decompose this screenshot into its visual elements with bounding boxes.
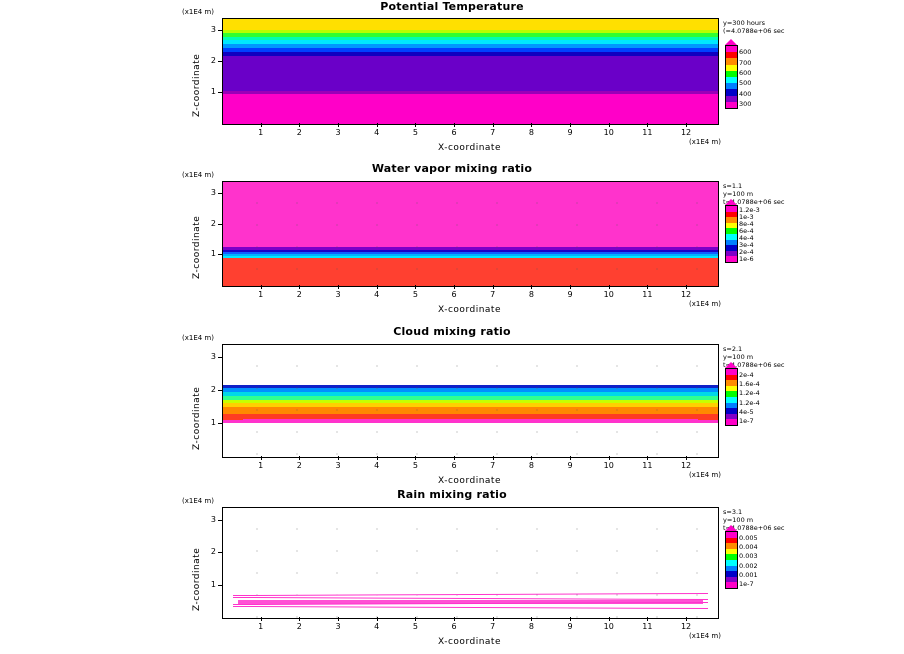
panel-annotation: (=4.0788e+06 sec <box>723 27 785 35</box>
y-tick-label: 3 <box>210 352 216 362</box>
x-tick-label: 7 <box>490 622 496 631</box>
colorbar-tick-label: 4e-5 <box>739 407 754 416</box>
x-tick-label: 6 <box>451 461 457 470</box>
y-axis-label: Z-coordinate <box>192 215 202 279</box>
x-tick <box>454 617 455 621</box>
panel-title: Rain mixing ratio <box>397 488 507 501</box>
colorbar-tick-label: 1.2e-3 <box>739 206 760 215</box>
y-tick-label: 2 <box>210 56 216 66</box>
x-tick <box>338 617 339 621</box>
x-tick <box>609 617 610 621</box>
colorbar-tick-label: 3e-4 <box>739 241 754 250</box>
x-tick-label: 8 <box>528 290 534 299</box>
x-tick-label: 3 <box>335 622 341 631</box>
x-tick-label: 6 <box>451 128 457 137</box>
panel-annotation: t=4.0788e+06 sec <box>723 524 785 532</box>
y-tick <box>218 585 222 586</box>
z-axis-unit: (x1E4 m) <box>182 497 214 505</box>
colorbar-tick-label: 700 <box>739 58 752 67</box>
x-tick <box>299 617 300 621</box>
x-tick-label: 8 <box>528 622 534 631</box>
x-tick-label: 2 <box>296 461 302 470</box>
x-tick <box>377 617 378 621</box>
colorbar-tick-label: 2e-4 <box>739 248 754 257</box>
z-axis-unit: (x1E4 m) <box>182 8 214 16</box>
x-tick-label: 10 <box>603 461 614 470</box>
colorbar-tick-label: 600 <box>739 68 752 77</box>
x-axis-label: X-coordinate <box>438 305 501 315</box>
x-tick-label: 2 <box>296 622 302 631</box>
x-tick-label: 4 <box>374 290 380 299</box>
x-tick-label: 11 <box>642 290 653 299</box>
x-axis-label: X-coordinate <box>438 637 501 647</box>
panel-annotation: t=4.0788e+06 sec <box>723 198 785 206</box>
x-tick-label: 11 <box>642 128 653 137</box>
x-tick-label: 7 <box>490 461 496 470</box>
x-tick-label: 4 <box>374 622 380 631</box>
x-tick-label: 9 <box>567 128 573 137</box>
x-tick <box>493 617 494 621</box>
panel-annotation: y=100 m <box>723 190 754 198</box>
x-tick-label: 5 <box>412 461 418 470</box>
y-tick-label: 3 <box>210 25 216 35</box>
x-tick-label: 1 <box>258 622 264 631</box>
x-tick-label: 12 <box>680 622 692 631</box>
colorbar-tick-label: 0.005 <box>739 533 758 542</box>
colorbar-tick-label: 1e-3 <box>739 213 754 222</box>
panel-annotation: y=100 m <box>723 353 754 361</box>
colorbar-tick-label: 1.2e-4 <box>739 398 760 407</box>
x-tick <box>415 617 416 621</box>
x-tick-label: 5 <box>412 128 418 137</box>
x-axis-unit: (x1E4 m) <box>689 632 721 640</box>
colorbar-tick-label: 1.6e-4 <box>739 379 760 388</box>
x-tick-label: 2 <box>296 128 302 137</box>
panel-title: Potential Temperature <box>380 0 524 13</box>
x-tick-label: 9 <box>567 622 573 631</box>
x-tick-label: 12 <box>680 461 692 470</box>
colorbar-tick-label: 1e-7 <box>739 417 754 426</box>
x-tick-label: 1 <box>258 461 264 470</box>
y-tick-label: 2 <box>210 547 216 557</box>
y-tick-label: 1 <box>210 249 216 259</box>
y-tick-label: 2 <box>210 385 216 395</box>
y-tick-label: 1 <box>210 87 216 97</box>
x-tick-label: 8 <box>528 128 534 137</box>
x-tick <box>686 617 687 621</box>
panel-annotation: y=300 hours <box>723 19 766 27</box>
y-tick-label: 1 <box>210 579 216 589</box>
y-axis-label: Z-coordinate <box>192 53 202 117</box>
colorbar-tick-label: 8e-4 <box>739 220 754 229</box>
colorbar-tick-label: 4e-4 <box>739 234 754 243</box>
panel-annotation: y=100 m <box>723 516 754 524</box>
x-tick-label: 5 <box>412 622 418 631</box>
x-tick-label: 3 <box>335 128 341 137</box>
colorbar-tick-label: 0.002 <box>739 561 758 570</box>
colorbar-tick-label: 400 <box>739 89 752 98</box>
x-tick <box>261 617 262 621</box>
x-tick <box>570 617 571 621</box>
x-axis-unit: (x1E4 m) <box>689 471 721 479</box>
x-axis-label: X-coordinate <box>438 143 501 153</box>
x-tick-label: 2 <box>296 290 302 299</box>
x-tick-label: 11 <box>642 622 653 631</box>
y-tick-label: 2 <box>210 218 216 228</box>
x-tick-label: 12 <box>680 128 692 137</box>
x-axis-unit: (x1E4 m) <box>689 138 721 146</box>
x-axis-unit: (x1E4 m) <box>689 300 721 308</box>
colorbar-tick-label: 500 <box>739 79 752 88</box>
x-tick-label: 3 <box>335 290 341 299</box>
panel-annotation: t=4.0788e+06 sec <box>723 361 785 369</box>
y-tick <box>218 552 222 553</box>
x-tick-label: 9 <box>567 290 573 299</box>
x-tick-label: 5 <box>412 290 418 299</box>
x-tick <box>531 617 532 621</box>
x-tick-label: 4 <box>374 128 380 137</box>
y-tick-label: 3 <box>210 514 216 524</box>
x-tick-label: 8 <box>528 461 534 470</box>
colorbar-tick-label: 0.004 <box>739 542 758 551</box>
z-axis-unit: (x1E4 m) <box>182 334 214 342</box>
rain-core-band <box>238 600 703 604</box>
panel-annotation: s=2.1 <box>723 345 743 353</box>
x-tick-label: 6 <box>451 622 457 631</box>
colorbar-tick-label: 1e-7 <box>739 580 754 589</box>
colorbar-tick-label: 300 <box>739 99 752 108</box>
x-axis-label: X-coordinate <box>438 476 501 486</box>
x-tick-label: 9 <box>567 461 573 470</box>
x-tick-label: 6 <box>451 290 457 299</box>
x-tick <box>647 617 648 621</box>
x-tick-label: 10 <box>603 290 614 299</box>
y-axis-label: Z-coordinate <box>192 547 202 611</box>
x-tick-label: 12 <box>680 290 692 299</box>
z-axis-unit: (x1E4 m) <box>182 171 214 179</box>
x-tick-label: 4 <box>374 461 380 470</box>
y-tick-label: 1 <box>210 418 216 428</box>
y-axis-label: Z-coordinate <box>192 386 202 450</box>
panel-annotation: s=3.1 <box>723 508 743 516</box>
x-tick-label: 1 <box>258 128 264 137</box>
y-tick-label: 3 <box>210 188 216 198</box>
x-tick-label: 7 <box>490 128 496 137</box>
x-tick-label: 1 <box>258 290 264 299</box>
colorbar-tick-label: 2e-4 <box>739 370 754 379</box>
colorbar <box>725 531 738 589</box>
y-tick <box>218 520 222 521</box>
colorbar-tick-label: 1e-6 <box>739 255 754 264</box>
x-tick-label: 11 <box>642 461 653 470</box>
panel-title: Water vapor mixing ratio <box>371 162 533 175</box>
x-tick-label: 10 <box>603 622 614 631</box>
colorbar-tick-label: 0.003 <box>739 552 758 561</box>
colorbar-tick-label: 1.2e-4 <box>739 389 760 398</box>
colorbar-tick-label: 6e-4 <box>739 227 754 236</box>
x-tick-label: 7 <box>490 290 496 299</box>
colorbar-tick-label: 600 <box>739 48 752 57</box>
colorbar-arrow-icon <box>725 525 737 531</box>
panel-annotation: s=1.1 <box>723 182 743 190</box>
x-tick-label: 3 <box>335 461 341 470</box>
colorbar-segment <box>726 582 737 588</box>
plot-area <box>222 507 719 619</box>
x-tick-label: 10 <box>603 128 614 137</box>
colorbar-tick-label: 0.001 <box>739 570 758 579</box>
panel-title: Cloud mixing ratio <box>393 325 511 338</box>
